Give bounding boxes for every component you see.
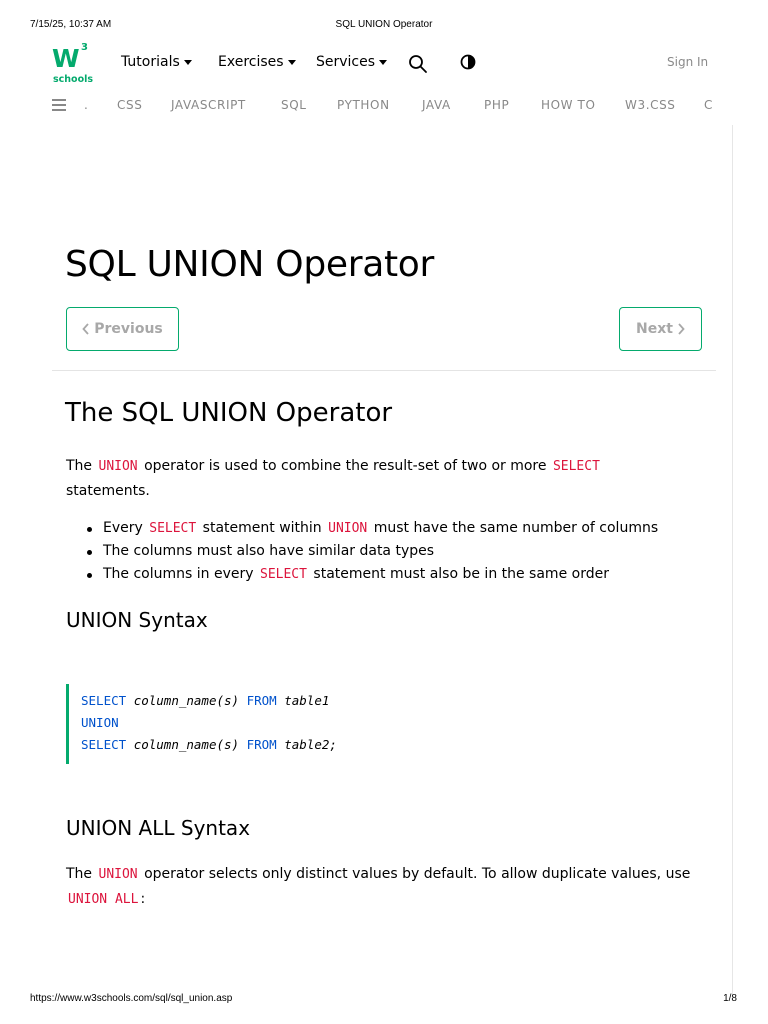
caret-down-icon xyxy=(184,60,192,65)
code-line: UNION xyxy=(81,715,119,730)
search-icon[interactable] xyxy=(408,54,428,74)
chevron-left-icon xyxy=(82,323,90,335)
chevron-right-icon xyxy=(677,323,685,335)
inline-code: SELECT xyxy=(552,459,600,474)
code-line: SELECT column_name(s) FROM table2; xyxy=(81,737,337,752)
exercises-menu-label: Exercises xyxy=(218,54,284,70)
union-syntax-heading: UNION Syntax xyxy=(66,608,208,632)
syntax-code-block xyxy=(66,684,716,764)
w3schools-logo[interactable] xyxy=(50,44,94,86)
list-item: The columns must also have similar data types xyxy=(85,540,658,563)
subnav-item-c[interactable]: C xyxy=(704,98,713,112)
subnav-item-sql[interactable]: SQL xyxy=(281,98,307,112)
contrast-toggle-icon[interactable] xyxy=(460,54,476,70)
next-label: Next xyxy=(636,321,673,337)
caret-down-icon xyxy=(288,60,296,65)
next-button[interactable] xyxy=(619,307,702,351)
previous-button[interactable] xyxy=(66,307,179,351)
union-all-syntax-heading: UNION ALL Syntax xyxy=(66,816,251,840)
subnav-item-ellipsis[interactable]: . xyxy=(84,98,89,112)
inline-code: UNION xyxy=(98,867,138,882)
subnav-item-javascript[interactable]: JAVASCRIPT xyxy=(171,98,246,112)
subnav-item-how-to[interactable]: HOW TO xyxy=(541,98,596,112)
tutorials-menu-label: Tutorials xyxy=(121,54,180,70)
print-page-title: SQL UNION Operator xyxy=(335,19,433,30)
content-divider xyxy=(732,125,733,995)
tutorial-subnav xyxy=(0,96,768,116)
page-title: SQL UNION Operator xyxy=(65,244,435,285)
inline-code: UNION xyxy=(98,459,138,474)
subnav-item-w3css[interactable]: W3.CSS xyxy=(625,98,676,112)
previous-label: Previous xyxy=(94,321,163,337)
hamburger-menu-icon[interactable] xyxy=(52,99,66,111)
subnav-item-java[interactable]: JAVA xyxy=(422,98,451,112)
list-item: The columns in every SELECT statement must also be in the same order xyxy=(85,563,658,586)
union-all-paragraph: The UNION operator selects only distinct values by default. To allow duplicate values, use UNION ALL : xyxy=(66,866,691,907)
subnav-item-php[interactable]: PHP xyxy=(484,98,510,112)
caret-down-icon xyxy=(379,60,387,65)
exercises-menu[interactable] xyxy=(218,54,296,70)
print-header xyxy=(0,19,768,33)
section-heading: The SQL UNION Operator xyxy=(65,398,393,428)
top-navigation xyxy=(0,40,768,88)
logo-subtext: schools xyxy=(53,74,94,85)
services-menu-label: Services xyxy=(316,54,376,70)
code-line: SELECT column_name(s) FROM table1 xyxy=(81,693,330,708)
intro-paragraph: The UNION operator is used to combine the result-set of two or more SELECT statements. xyxy=(66,458,600,499)
services-menu[interactable] xyxy=(316,54,387,70)
tutorials-menu[interactable] xyxy=(121,54,192,70)
print-footer xyxy=(0,993,768,1007)
print-page-number: 1/8 xyxy=(723,993,737,1004)
divider xyxy=(52,370,716,371)
print-url: https://www.w3schools.com/sql/sql_union.asp xyxy=(30,993,233,1004)
logo-mark: W xyxy=(52,44,80,73)
rules-list xyxy=(85,517,658,586)
sign-in-link[interactable]: Sign In xyxy=(667,55,709,69)
subnav-item-python[interactable]: PYTHON xyxy=(337,98,390,112)
print-datetime: 7/15/25, 10:37 AM xyxy=(30,19,112,30)
list-item: Every SELECT statement within UNION must have the same number of columns xyxy=(85,517,658,540)
subnav-item-css[interactable]: CSS xyxy=(117,98,143,112)
inline-code: UNION ALL xyxy=(68,892,139,907)
logo-superscript: 3 xyxy=(81,42,88,53)
